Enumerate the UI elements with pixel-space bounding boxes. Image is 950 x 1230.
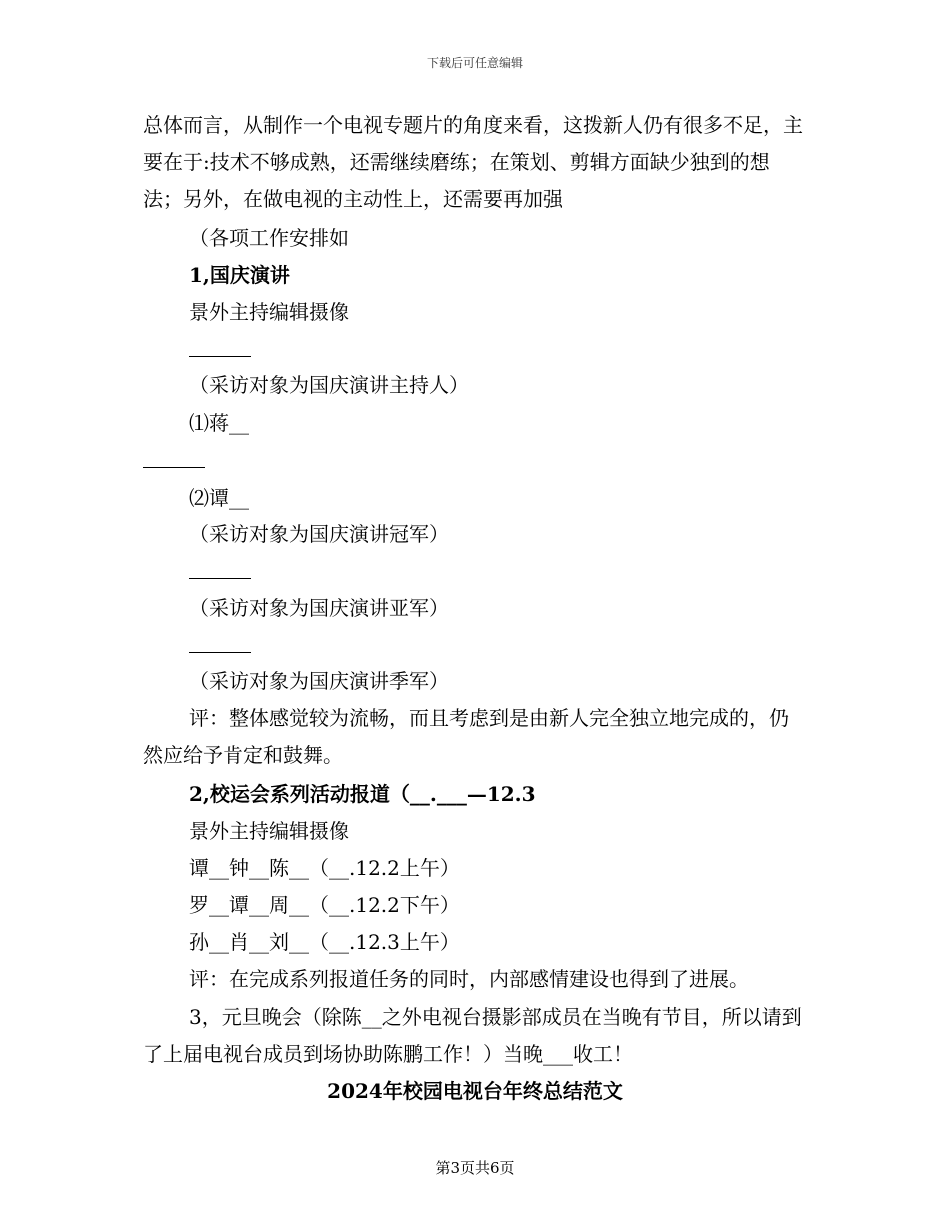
section2-roles: 景外主持编辑摄像 — [189, 819, 349, 843]
section1-comment: 评：整体感觉较为流畅，而且考虑到是由新人完全独立地完成的，仍然应给予肯定和鼓舞。 — [143, 706, 789, 767]
section1-note-third: （采访对象为国庆演讲季军） — [189, 669, 449, 693]
blank-rule — [189, 578, 251, 579]
section1-note-champion: （采访对象为国庆演讲冠军） — [189, 522, 449, 546]
blank-rule — [143, 467, 205, 468]
blank-rule — [189, 356, 251, 357]
section1-note-runnerup: （采访对象为国庆演讲亚军） — [189, 596, 449, 620]
page-number: 第3页共6页 — [435, 1159, 515, 1177]
section1-roles: 景外主持编辑摄像 — [189, 300, 349, 324]
section1-item1: ⑴蒋__ — [189, 411, 249, 435]
section2-title: 2,校运会系列活动报道（__.___—12.3 — [189, 782, 536, 806]
section1-item2: ⑵谭__ — [189, 486, 249, 510]
section1-note-host: （采访对象为国庆演讲主持人） — [189, 373, 469, 397]
section1-title: 1,国庆演讲 — [189, 263, 290, 287]
section2-line3: 孙__肖__刘__（__.12.3上午） — [189, 930, 460, 954]
section3-paragraph: 3，元旦晚会（除陈__之外电视台摄影部成员在当晚有节目，所以请到了上届电视台成员到场协助陈鹏工作！）当晚___收工！ — [143, 1005, 802, 1066]
section2-line2: 罗__谭__周__（__.12.2下午） — [189, 893, 460, 917]
next-section-title: 2024年校园电视台年终总结范文 — [327, 1079, 623, 1103]
intro-paragraph: 总体而言，从制作一个电视专题片的角度来看，这拨新人仍有很多不足，主要在于:技术不够成熟，还需继续磨练；在策划、剪辑方面缺少独到的想法；另外，在做电视的主动性上，还需要再加强 — [143, 113, 803, 211]
section2-line1: 谭__钟__陈__（__.12.2上午） — [189, 856, 460, 880]
blank-rule — [189, 652, 251, 653]
section2-comment: 评：在完成系列报道任务的同时，内部感情建设也得到了进展。 — [189, 967, 749, 991]
arrangement-line: （各项工作安排如 — [189, 226, 349, 250]
header-note: 下载后可任意编辑 — [426, 56, 523, 70]
